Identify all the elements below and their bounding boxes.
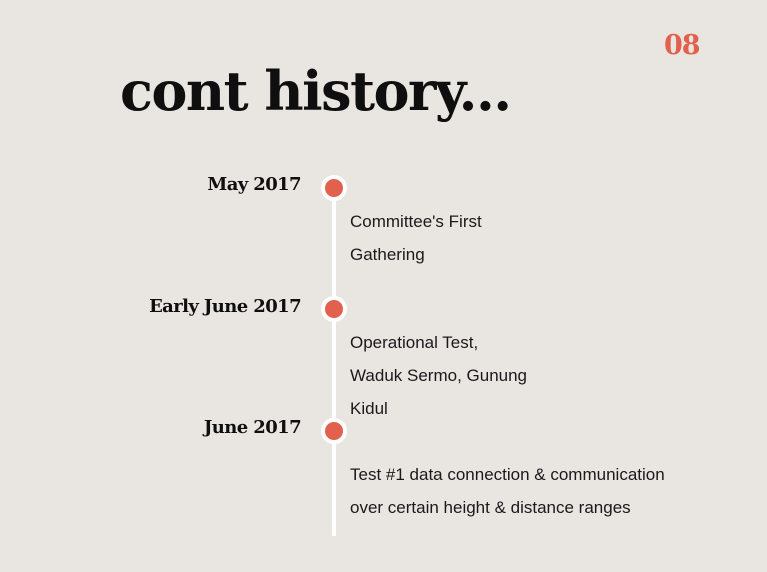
timeline-dot-1: [321, 175, 347, 201]
timeline-description-line: Operational Test,: [350, 333, 479, 352]
timeline-description-line: Waduk Sermo, Gunung: [350, 366, 528, 385]
timeline-description-line: Kidul: [350, 399, 388, 418]
timeline-dot-2: [321, 296, 347, 322]
page-title: cont history...: [120, 59, 511, 123]
timeline-date-june-2017: June 2017: [203, 417, 301, 438]
timeline-description-3: [350, 458, 665, 524]
timeline-date-may-2017: May 2017: [207, 174, 301, 195]
timeline-line: [332, 186, 336, 536]
timeline-description-2: [350, 326, 527, 425]
page-number: 08: [664, 30, 700, 61]
timeline-description-line: Test #1 data connection & communication: [350, 465, 665, 484]
timeline-description-line: over certain height & distance ranges: [350, 498, 631, 517]
timeline-dot-3: [321, 418, 347, 444]
timeline-description-line: Committee's First: [350, 212, 482, 231]
timeline-description-line: Gathering: [350, 245, 425, 264]
timeline-date-early-june-2017: Early June 2017: [149, 296, 301, 317]
timeline-description-1: [350, 205, 482, 271]
